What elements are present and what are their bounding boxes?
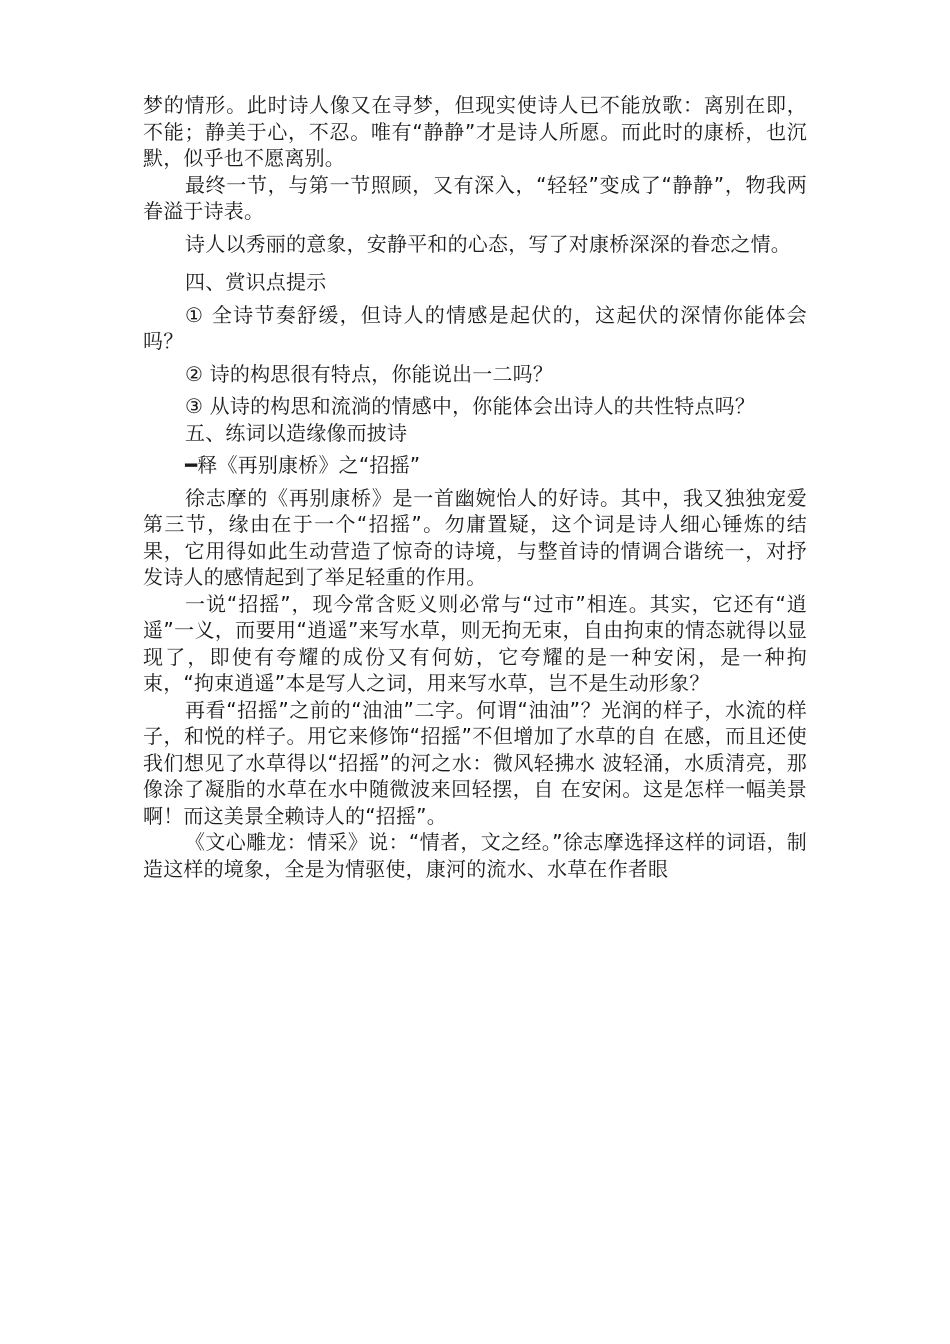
paragraph: 诗人以秀丽的意象，安静平和的心态，写了对康桥深深的眷恋之情。 (185, 231, 791, 256)
paragraph: 最终一节，与第一节照顾，又有深入，“轻轻”变成了“静静”，物我两眷溢于诗表。 (143, 172, 807, 223)
paragraph: 《文心雕龙：情采》说：“情者，文之经。”徐志摩选择这样的词语，制造这样的境象，全是为情驱使，康河的流水、水草在作者眼 (143, 830, 807, 881)
section-heading: 四、赏识点提示 (185, 270, 327, 294)
question-3: ③ 从诗的构思和流淌的情感中，你能体会出诗人的共性特点吗？ (185, 394, 756, 418)
paragraph: 徐志摩的《再别康桥》是一首幽婉怡人的好诗。其中，我又独独宠爱第三节，缘由在于一个“招摇”。勿庸置疑，这个词是诗人细心锤炼的结果，它用得如此生动营造了惊奇的诗境，与整首诗的情调合谐统一，对抒发诗人的感情起到了举足轻重的作用。 (143, 485, 807, 589)
document-body (143, 92, 807, 882)
paragraph: 梦的情形。此时诗人像又在寻梦，但现实使诗人已不能放歌：离别在即，不能；静美于心，不忍。唯有“静静”才是诗人所愿。而此时的康桥，也沉默，似乎也不愿离别。 (143, 93, 807, 170)
question-2: ② 诗的构思很有特点，你能说出一二吗？ (185, 361, 554, 386)
paragraph: 一说“招摇”，现今常含贬义则必常与“过市”相连。其实，它还有“逍遥”一义，而要用“逍遥”来写水草，则无拘无束，自由拘束的情态就得以显现了，即使有夸耀的成份又有何妨，它夸耀的是一种安闲，是一种拘束，“拘束逍遥”本是写人之词，用来写水草，岂不是生动形象？ (143, 591, 807, 695)
paragraph: 再看“招摇”之前的“油油”二字。何谓“油油”？光润的样子，水流的样子，和悦的样子。用它来修饰“招摇”不但增加了水草的自 在感，而且还使我们想见了水草得以“招摇”的河之水：微风轻拂水 波轻涌，水质清亮，那像涂了凝脂的水草在水中随微波来回轻摆，自 在安闲。这是怎样一幅美景啊！而这美景全赖诗人的“招摇”。 (143, 697, 807, 828)
subsection-title: ━释《再别康桥》之“招摇” (185, 453, 421, 477)
section-heading: 五、练词以造缘像而披诗 (185, 420, 408, 445)
question-1: ① 全诗节奏舒缓，但诗人的情感是起伏的，这起伏的深情你能体会吗？ (143, 302, 807, 353)
